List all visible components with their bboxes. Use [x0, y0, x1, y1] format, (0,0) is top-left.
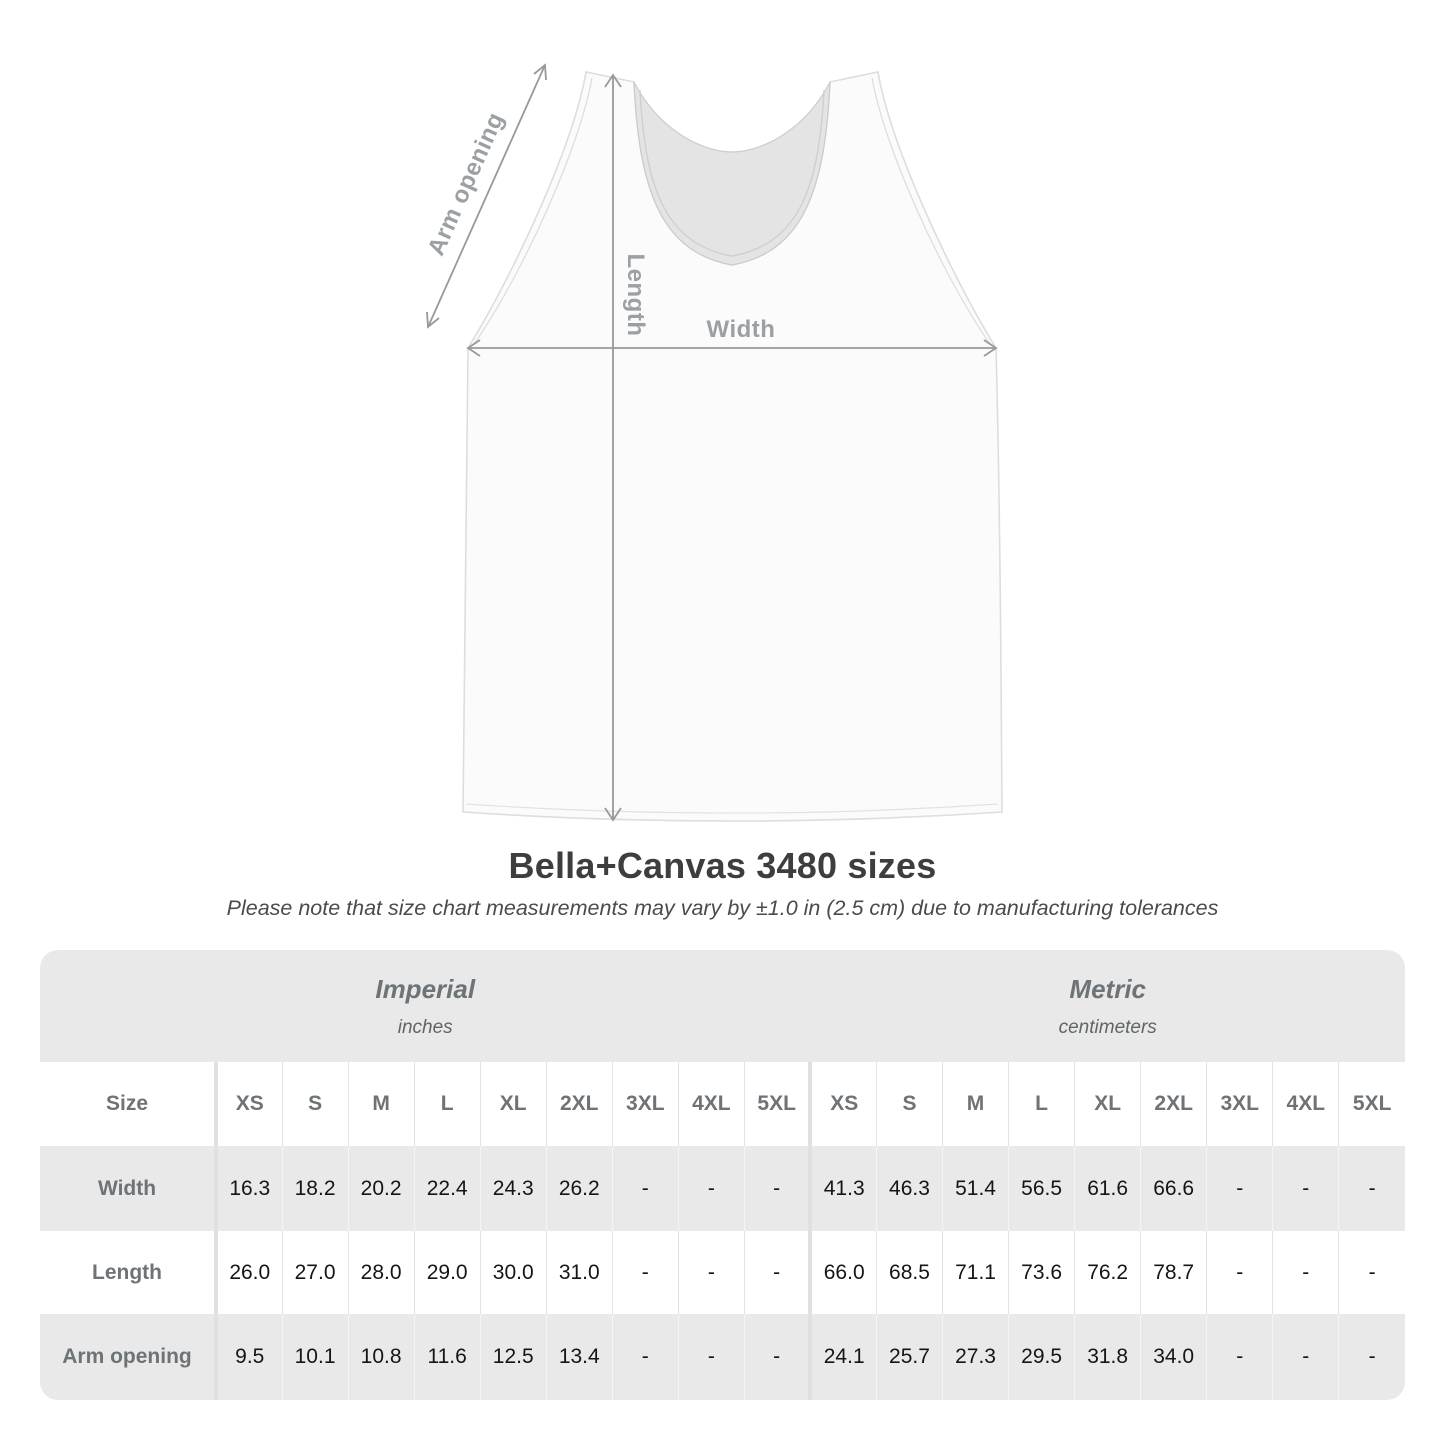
size-table-card: [40, 950, 1405, 1400]
metric-size-xl: XL: [1075, 1062, 1141, 1146]
arm-metric-3xl: -: [1207, 1314, 1273, 1400]
width-imperial-2xl: 26.2: [546, 1146, 612, 1231]
arm-metric-s: 25.7: [876, 1314, 942, 1400]
width-label: Width: [706, 316, 776, 343]
arm-imperial-s: 10.1: [282, 1314, 348, 1400]
arm-metric-5xl: -: [1339, 1314, 1405, 1400]
arm-metric-2xl: 34.0: [1141, 1314, 1207, 1400]
arm-metric-xs: 24.1: [810, 1314, 876, 1400]
arm-opening-row: [40, 1314, 1405, 1400]
width-imperial-3xl: -: [612, 1146, 678, 1231]
width-imperial-l: 22.4: [414, 1146, 480, 1231]
metric-size-m: M: [943, 1062, 1009, 1146]
length-imperial-l: 29.0: [414, 1231, 480, 1314]
metric-size-2xl: 2XL: [1141, 1062, 1207, 1146]
length-metric-m: 71.1: [943, 1231, 1009, 1314]
arm-imperial-l: 11.6: [414, 1314, 480, 1400]
arm-metric-xl: 31.8: [1075, 1314, 1141, 1400]
length-imperial-m: 28.0: [348, 1231, 414, 1314]
arm-opening-label: Arm opening: [422, 108, 510, 260]
width-metric-m: 51.4: [943, 1146, 1009, 1231]
arm-metric-4xl: -: [1273, 1314, 1339, 1400]
length-imperial-2xl: 31.0: [546, 1231, 612, 1314]
arm-imperial-4xl: -: [678, 1314, 744, 1400]
length-metric-3xl: -: [1207, 1231, 1273, 1314]
length-imperial-4xl: -: [678, 1231, 744, 1314]
metric-size-xs: XS: [810, 1062, 876, 1146]
metric-size-l: L: [1009, 1062, 1075, 1146]
width-imperial-s: 18.2: [282, 1146, 348, 1231]
metric-size-3xl: 3XL: [1207, 1062, 1273, 1146]
arm-imperial-xs: 9.5: [216, 1314, 282, 1400]
page-title: Bella+Canvas 3480 sizes: [508, 845, 937, 886]
tank-top-illustration: [412, 28, 1032, 838]
width-row-label: Width: [97, 1176, 157, 1200]
metric-header: [810, 950, 1405, 1062]
imperial-size-3xl: 3XL: [612, 1062, 678, 1146]
arm-opening-row-label: Arm opening: [62, 1345, 192, 1368]
imperial-size-4xl: 4XL: [678, 1062, 744, 1146]
metric-header-name: Metric: [1069, 973, 1146, 1004]
arm-metric-m: 27.3: [943, 1314, 1009, 1400]
arm-imperial-m: 10.8: [348, 1314, 414, 1400]
arm-metric-l: 29.5: [1009, 1314, 1075, 1400]
tank-top-drawing: [463, 72, 1002, 821]
imperial-size-m: M: [348, 1062, 414, 1146]
imperial-size-2xl: 2XL: [546, 1062, 612, 1146]
imperial-header-name: Imperial: [375, 973, 476, 1004]
length-metric-xl: 76.2: [1075, 1231, 1141, 1314]
width-imperial-m: 20.2: [348, 1146, 414, 1231]
length-metric-s: 68.5: [876, 1231, 942, 1314]
arm-imperial-3xl: -: [612, 1314, 678, 1400]
metric-header-unit: centimeters: [1058, 1016, 1157, 1038]
width-metric-xl: 61.6: [1075, 1146, 1141, 1231]
width-row: [40, 1146, 1405, 1231]
length-metric-4xl: -: [1273, 1231, 1339, 1314]
tolerance-note: Please note that size chart measurements may vary by ±1.0 in (2.5 cm) due to manufacturing tolerances: [226, 896, 1219, 920]
size-header-row: [40, 1062, 1405, 1146]
metric-size-s: S: [876, 1062, 942, 1146]
metric-size-4xl: 4XL: [1273, 1062, 1339, 1146]
width-metric-3xl: -: [1207, 1146, 1273, 1231]
arm-imperial-xl: 12.5: [480, 1314, 546, 1400]
width-metric-2xl: 66.6: [1141, 1146, 1207, 1231]
imperial-header: [40, 950, 810, 1062]
width-metric-5xl: -: [1339, 1146, 1405, 1231]
width-metric-xs: 41.3: [810, 1146, 876, 1231]
imperial-size-l: L: [414, 1062, 480, 1146]
imperial-size-xs: XS: [216, 1062, 282, 1146]
length-metric-5xl: -: [1339, 1231, 1405, 1314]
width-imperial-xl: 24.3: [480, 1146, 546, 1231]
length-row-label: Length: [92, 1260, 162, 1284]
arm-imperial-2xl: 13.4: [546, 1314, 612, 1400]
imperial-size-5xl: 5XL: [744, 1062, 810, 1146]
width-imperial-5xl: -: [744, 1146, 810, 1231]
length-imperial-s: 27.0: [282, 1231, 348, 1314]
imperial-size-xl: XL: [480, 1062, 546, 1146]
size-table: [40, 950, 1405, 1400]
width-imperial-xs: 16.3: [216, 1146, 282, 1231]
arm-imperial-5xl: -: [744, 1314, 810, 1400]
width-metric-s: 46.3: [876, 1146, 942, 1231]
length-imperial-xl: 30.0: [480, 1231, 546, 1314]
width-metric-l: 56.5: [1009, 1146, 1075, 1231]
length-imperial-5xl: -: [744, 1231, 810, 1314]
imperial-size-s: S: [282, 1062, 348, 1146]
width-imperial-4xl: -: [678, 1146, 744, 1231]
width-metric-4xl: -: [1273, 1146, 1339, 1231]
length-imperial-xs: 26.0: [216, 1231, 282, 1314]
length-row: [40, 1231, 1405, 1314]
size-column-header: Size: [105, 1092, 149, 1115]
length-metric-xs: 66.0: [810, 1231, 876, 1314]
unit-system-header-row: [40, 950, 1405, 1062]
length-label: Length: [622, 253, 649, 337]
metric-size-5xl: 5XL: [1339, 1062, 1405, 1146]
imperial-header-unit: inches: [397, 1016, 453, 1038]
length-metric-2xl: 78.7: [1141, 1231, 1207, 1314]
length-metric-l: 73.6: [1009, 1231, 1075, 1314]
length-imperial-3xl: -: [612, 1231, 678, 1314]
